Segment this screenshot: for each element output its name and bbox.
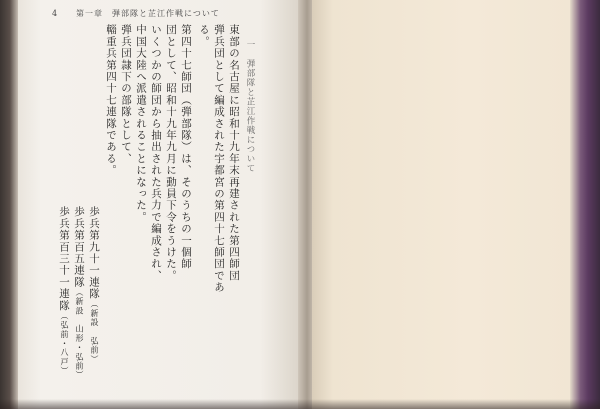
text-column: 第四十七師団（弾部隊）は、そのうちの一個師: [180, 24, 192, 270]
text-column: いくつかの師団から抽出された兵力で編成され、: [150, 24, 162, 282]
section-title: 一 弾部隊と芷江作戦について: [245, 40, 255, 173]
text-column: る。: [198, 24, 210, 48]
unit-label: 歩兵第百五連隊: [73, 206, 85, 288]
unit-note: （弘前・八戸）: [60, 311, 69, 376]
page-number: 4: [52, 9, 58, 18]
text-column: 中国大陸へ派遣されることになった。: [135, 24, 147, 223]
unit-list-item: [56, 206, 72, 376]
text-column: 弾兵団隷下の部隊として、: [120, 24, 132, 165]
unit-note: （新設 山形・弘前）: [75, 287, 84, 380]
text-column: 東部の名古屋に昭和十九年末再建された第四師団: [228, 24, 240, 282]
bottom-shadow: [0, 399, 600, 409]
running-head: 第一章 弾部隊と芷江作戦について: [76, 9, 220, 18]
unit-label: 歩兵第九十一連隊: [88, 206, 100, 300]
book-edge-right: [570, 0, 600, 409]
text-column: 弾兵団として編成された宇都宮の第四十七師団であ: [213, 24, 225, 294]
unit-list-item: [71, 206, 87, 380]
text-column: 輜重兵第四十七連隊である。: [105, 24, 117, 177]
unit-label: 歩兵第百三十一連隊: [58, 206, 70, 312]
unit-list-item: [86, 206, 102, 364]
text-column: 団として、昭和十九年九月に動員下令をうけた。: [165, 24, 177, 282]
right-page-blank: [312, 0, 574, 409]
unit-note: （新設 弘前）: [90, 299, 99, 365]
